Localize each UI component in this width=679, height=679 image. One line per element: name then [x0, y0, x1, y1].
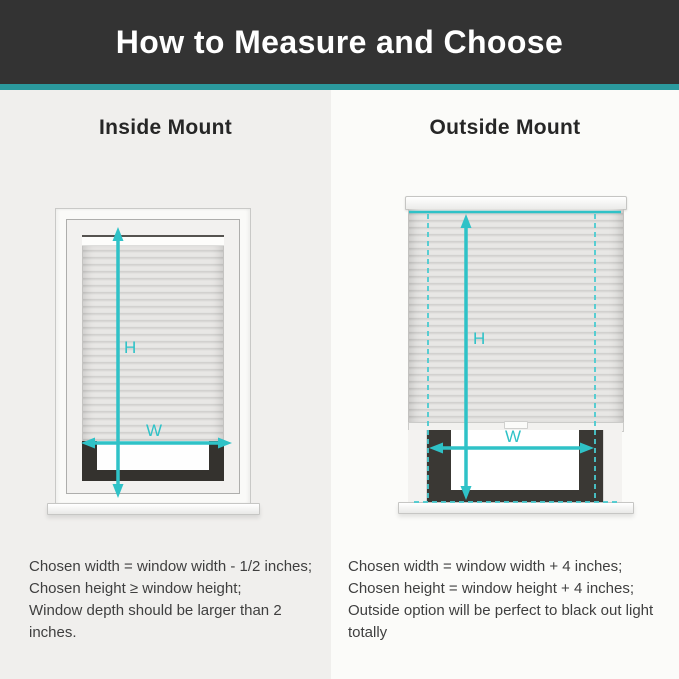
note-line: Chosen height ≥ window height; [29, 580, 242, 597]
inside-cellular-shade [82, 246, 224, 441]
note-line: Chosen width = window width - 1/2 inches; [29, 558, 313, 575]
outside-height-label: H [473, 329, 486, 348]
outside-width-label: W [505, 427, 522, 446]
note-line: Outside option will be perfect to black out light totally [348, 602, 654, 641]
inside-mount-title: Inside Mount [98, 116, 233, 139]
outside-window-right-frame [603, 430, 622, 502]
outside-blind-headrail [405, 196, 627, 210]
inside-window-reveal [82, 441, 224, 481]
inside-width-label: W [146, 421, 163, 440]
outside-cellular-shade [408, 209, 624, 422]
inside-window-glass [97, 441, 209, 470]
outside-mount-title: Outside Mount [429, 116, 581, 139]
inside-height-label: H [124, 338, 137, 357]
header-bar [0, 0, 679, 84]
note-line: Window depth should be larger than 2 inches. [29, 602, 282, 641]
outside-window-left-frame [408, 430, 427, 502]
inside-window-inner-frame [66, 219, 240, 494]
inside-blind-headrail [82, 237, 224, 246]
note-line: Chosen width = window width + 4 inches; [348, 558, 623, 575]
note-line: Chosen height = window height + 4 inches; [348, 580, 635, 597]
outside-mount-notes [348, 556, 678, 644]
page-title: How to Measure and Choose [115, 23, 564, 60]
inside-window-frame [55, 208, 251, 505]
inside-mount-notes [29, 556, 329, 644]
inside-window-opening [82, 235, 224, 481]
outside-window-sill [398, 502, 634, 514]
inside-window-sill [47, 503, 260, 515]
